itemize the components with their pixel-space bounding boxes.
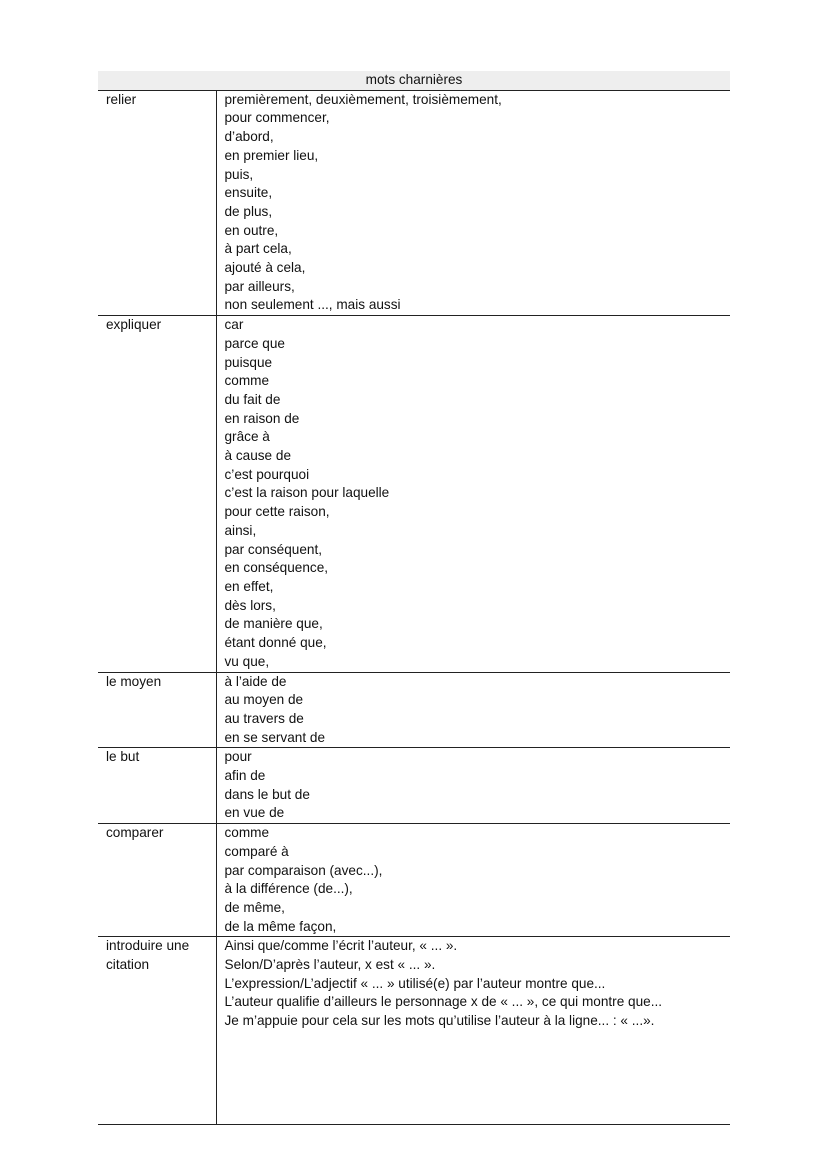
list-item: afin de	[224, 768, 266, 784]
list-item: en premier lieu,	[224, 147, 319, 163]
list-item: en effet,	[224, 578, 274, 594]
row-label: le but	[106, 749, 140, 765]
list-item: Je m’appuie pour cela sur les mots qu’utilise l’auteur à la ligne... : « ...».	[224, 1013, 655, 1029]
row-label-cell	[98, 937, 216, 1125]
table-row	[98, 90, 730, 315]
row-items-cell	[216, 316, 730, 672]
list-item: ensuite,	[224, 185, 273, 201]
row-label-cell	[98, 316, 216, 672]
document-page	[98, 71, 730, 1125]
list-item: de même,	[224, 899, 285, 915]
list-item: L’expression/L’adjectif « ... » utilisé(e) par l’auteur montre que...	[224, 975, 606, 991]
list-item: d’abord,	[224, 129, 274, 145]
table-row	[98, 748, 730, 824]
row-items-cell	[216, 824, 730, 937]
list-item: L’auteur qualifie d’ailleurs le personnage x de « ... », ce qui montre que...	[224, 994, 663, 1010]
list-item: en se servant de	[224, 729, 326, 745]
table-title: mots charnières	[98, 71, 730, 90]
row-label: introduire une citation	[106, 938, 190, 973]
list-item: du fait de	[224, 391, 281, 407]
table-row	[98, 937, 730, 1125]
row-items-cell	[216, 937, 730, 1125]
list-item: car	[224, 317, 244, 333]
list-item: comme	[224, 825, 270, 841]
list-item: à cause de	[224, 448, 292, 464]
list-item: comme	[224, 373, 270, 389]
list-item: c’est la raison pour laquelle	[224, 485, 390, 501]
list-item: étant donné que,	[224, 635, 327, 651]
list-item: pour commencer,	[224, 110, 330, 126]
list-item: pour	[224, 749, 252, 765]
row-label: comparer	[106, 825, 164, 841]
table-header-row	[98, 71, 730, 90]
list-item: comparé à	[224, 843, 289, 859]
list-item: en raison de	[224, 410, 300, 426]
list-item: puisque	[224, 354, 273, 370]
table-row	[98, 672, 730, 748]
row-items-cell	[216, 748, 730, 824]
list-item: à part cela,	[224, 241, 292, 257]
row-label-cell	[98, 824, 216, 937]
list-item: au travers de	[224, 710, 304, 726]
list-item: puis,	[224, 166, 254, 182]
list-item: de la même façon,	[224, 918, 337, 934]
connectors-table	[98, 71, 730, 1125]
list-item: à l’aide de	[224, 673, 287, 689]
table-row	[98, 824, 730, 937]
row-label-cell	[98, 672, 216, 748]
list-item: grâce à	[224, 429, 270, 445]
list-item: Ainsi que/comme l’écrit l’auteur, « ... ».	[224, 938, 458, 954]
row-items-cell	[216, 90, 730, 315]
list-item: en outre,	[224, 222, 279, 238]
table-row	[98, 316, 730, 672]
list-item: Selon/D’après l’auteur, x est « ... ».	[224, 957, 436, 973]
list-item: de manière que,	[224, 616, 323, 632]
list-item: en vue de	[224, 805, 285, 821]
list-item: dans le but de	[224, 786, 310, 802]
row-label: le moyen	[106, 673, 162, 689]
list-item: ajouté à cela,	[224, 260, 306, 276]
row-label-cell	[98, 748, 216, 824]
list-item: premièrement, deuxièmement, troisièmement,	[224, 91, 502, 107]
list-item: pour cette raison,	[224, 504, 330, 520]
row-label: relier	[106, 91, 137, 107]
list-item: non seulement ..., mais aussi	[224, 297, 401, 313]
row-label: expliquer	[106, 317, 162, 333]
list-item: par conséquent,	[224, 541, 322, 557]
list-item: à la différence (de...),	[224, 881, 353, 897]
list-item: en conséquence,	[224, 560, 329, 576]
list-item: par ailleurs,	[224, 278, 295, 294]
row-items-cell	[216, 672, 730, 748]
list-item: vu que,	[224, 653, 270, 669]
list-item: dès lors,	[224, 597, 276, 613]
list-item: par comparaison (avec...),	[224, 862, 383, 878]
list-item: de plus,	[224, 203, 273, 219]
row-label-cell	[98, 90, 216, 315]
list-item: parce que	[224, 335, 285, 351]
list-item: ainsi,	[224, 522, 257, 538]
list-item: au moyen de	[224, 692, 304, 708]
list-item: c’est pourquoi	[224, 466, 310, 482]
